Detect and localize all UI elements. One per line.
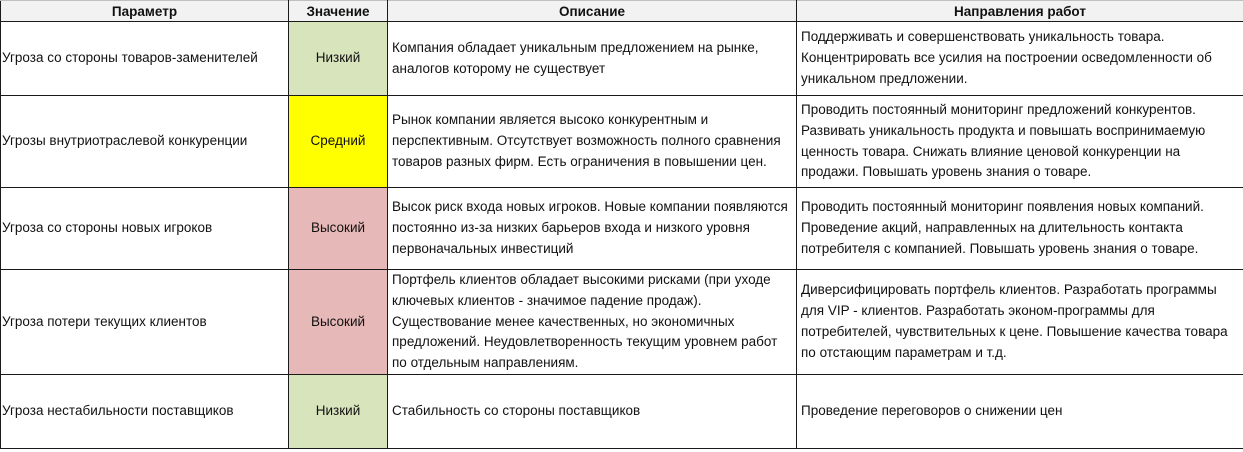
table-row — [1, 270, 1243, 375]
table-row — [1, 375, 1243, 449]
description-cell: Портфель клиентов обладает высокими рисками (при уходе ключевых клиентов - значимое падение продаж). Существование менее качественных, но экономичных предложений. Неудовлетворенность текущим уровнем работ по отдельным направлениям. — [388, 270, 797, 375]
directions-cell: Диверсифицировать портфель клиентов. Разработать программы для VIP - клиентов. Разработать эконом-программы для потребителей, чувствительных к цене. Повышение качества товара по отстающим параметрам и т.д. — [797, 270, 1243, 375]
header-value: Значение — [289, 1, 388, 22]
param-cell: Угроза потери текущих клиентов — [1, 270, 289, 375]
description-cell: Высок риск входа новых игроков. Новые компании появляются постоянно из-за низких барьеров входа и низкого уровня первоначальных инвестиций — [388, 188, 797, 270]
param-cell: Угроза со стороны новых игроков — [1, 188, 289, 270]
header-directions: Направления работ — [797, 1, 1243, 22]
value-cell: Высокий — [289, 188, 388, 270]
value-cell: Низкий — [289, 375, 388, 449]
value-cell: Низкий — [289, 22, 388, 96]
value-cell: Высокий — [289, 270, 388, 375]
directions-cell: Проводить постоянный мониторинг предложений конкурентов. Развивать уникальность продукта и повышать воспринимаемую ценность товара. Снижать влияние ценовой конкуренции на продажи. Повышать уровень знания о товаре. — [797, 96, 1243, 188]
header-description: Описание — [388, 1, 797, 22]
description-cell: Компания обладает уникальным предложением на рынке, аналогов которому не существует — [388, 22, 797, 96]
header-param: Параметр — [1, 1, 289, 22]
param-cell: Угроза нестабильности поставщиков — [1, 375, 289, 449]
table-row — [1, 188, 1243, 270]
directions-cell: Поддерживать и совершенствовать уникальность товара. Концентрировать все усилия на построении осведомленности об уникальном предложении. — [797, 22, 1243, 96]
table-row — [1, 96, 1243, 188]
description-cell: Рынок компании является высоко конкурентным и перспективным. Отсутствует возможность полного сравнения товаров разных фирм. Есть ограничения в повышении цен. — [388, 96, 797, 188]
param-cell: Угрозы внутриотраслевой конкуренции — [1, 96, 289, 188]
directions-cell: Проведение переговоров о снижении цен — [797, 375, 1243, 449]
description-cell: Стабильность со стороны поставщиков — [388, 375, 797, 449]
param-cell: Угроза со стороны товаров-заменителей — [1, 22, 289, 96]
table-row — [1, 22, 1243, 96]
header-row — [1, 1, 1243, 22]
directions-cell: Проводить постоянный мониторинг появления новых компаний. Проведение акций, направленных на длительность контакта потребителя с компанией. Повышать уровень знания о товаре. — [797, 188, 1243, 270]
value-cell: Средний — [289, 96, 388, 188]
